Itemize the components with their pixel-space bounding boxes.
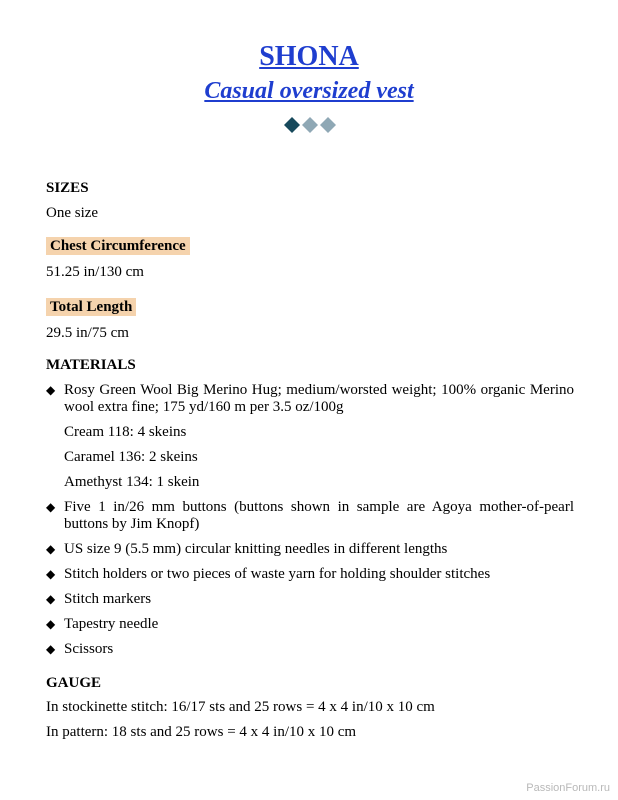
material-item: Stitch markers [64,591,152,607]
sizes-value: One size [46,205,99,221]
gauge-pattern: In pattern: 18 sts and 25 rows = 4 x 4 in/10 x 10 cm [46,724,357,740]
material-item: US size 9 (5.5 mm) circular knitting needles in different lengths [64,541,448,557]
diamond-icon [302,117,318,133]
diamond-bullet-icon: ◆ [46,617,56,631]
diamond-bullet-icon: ◆ [46,567,56,581]
total-length-value: 29.5 in/75 cm [46,325,129,341]
document-subtitle: Casual oversized vest [204,78,414,104]
materials-list [46,382,574,658]
diamond-bullet-icon: ◆ [46,642,56,656]
material-item: Scissors [64,641,114,657]
chest-circumference-label: Chest Circumference [46,237,190,255]
diamond-icon [320,117,336,133]
gauge-heading: GAUGE [46,675,102,691]
document-title: SHONA [259,41,359,72]
sizes-heading: SIZES [46,180,89,196]
material-item: Five 1 in/26 mm buttons (buttons shown in sample are Agoya mother-of-pearl buttons by Jim Knopf) [64,499,574,532]
diamond-ornament [283,116,337,134]
list-item [46,591,574,608]
diamond-bullet-icon: ◆ [46,383,56,397]
material-item: Stitch holders or two pieces of waste yarn for holding shoulder stitches [64,566,491,582]
diamond-icon [284,117,300,133]
material-item: Tapestry needle [64,616,159,632]
chest-circumference-value: 51.25 in/130 cm [46,264,144,280]
length-label-row [46,298,574,316]
gauge-stockinette: In stockinette stitch: 16/17 sts and 25 rows = 4 x 4 in/10 x 10 cm [46,699,435,715]
list-item [46,541,574,558]
document-body [46,178,574,742]
list-item [46,566,574,583]
diamond-bullet-icon: ◆ [46,592,56,606]
yarn-color-item: Cream 118: 4 skeins [64,424,187,440]
diamond-bullet-icon: ◆ [46,542,56,556]
total-length-label: Total Length [46,298,136,316]
yarn-color-item: Amethyst 134: 1 skein [64,474,200,490]
list-item [46,616,574,633]
materials-heading: MATERIALS [46,357,136,373]
yarn-color-item: Caramel 136: 2 skeins [64,449,198,465]
yarn-description: Rosy Green Wool Big Merino Hug; medium/worsted weight; 100% organic Merino wool extra fine; 175 yd/160 m per 3.5 oz/100g [64,382,574,415]
list-item [46,382,574,416]
diamond-bullet-icon: ◆ [46,500,56,514]
list-item [46,641,574,658]
chest-label-row [46,237,574,255]
list-item [46,499,574,533]
watermark: PassionForum.ru [526,782,610,794]
